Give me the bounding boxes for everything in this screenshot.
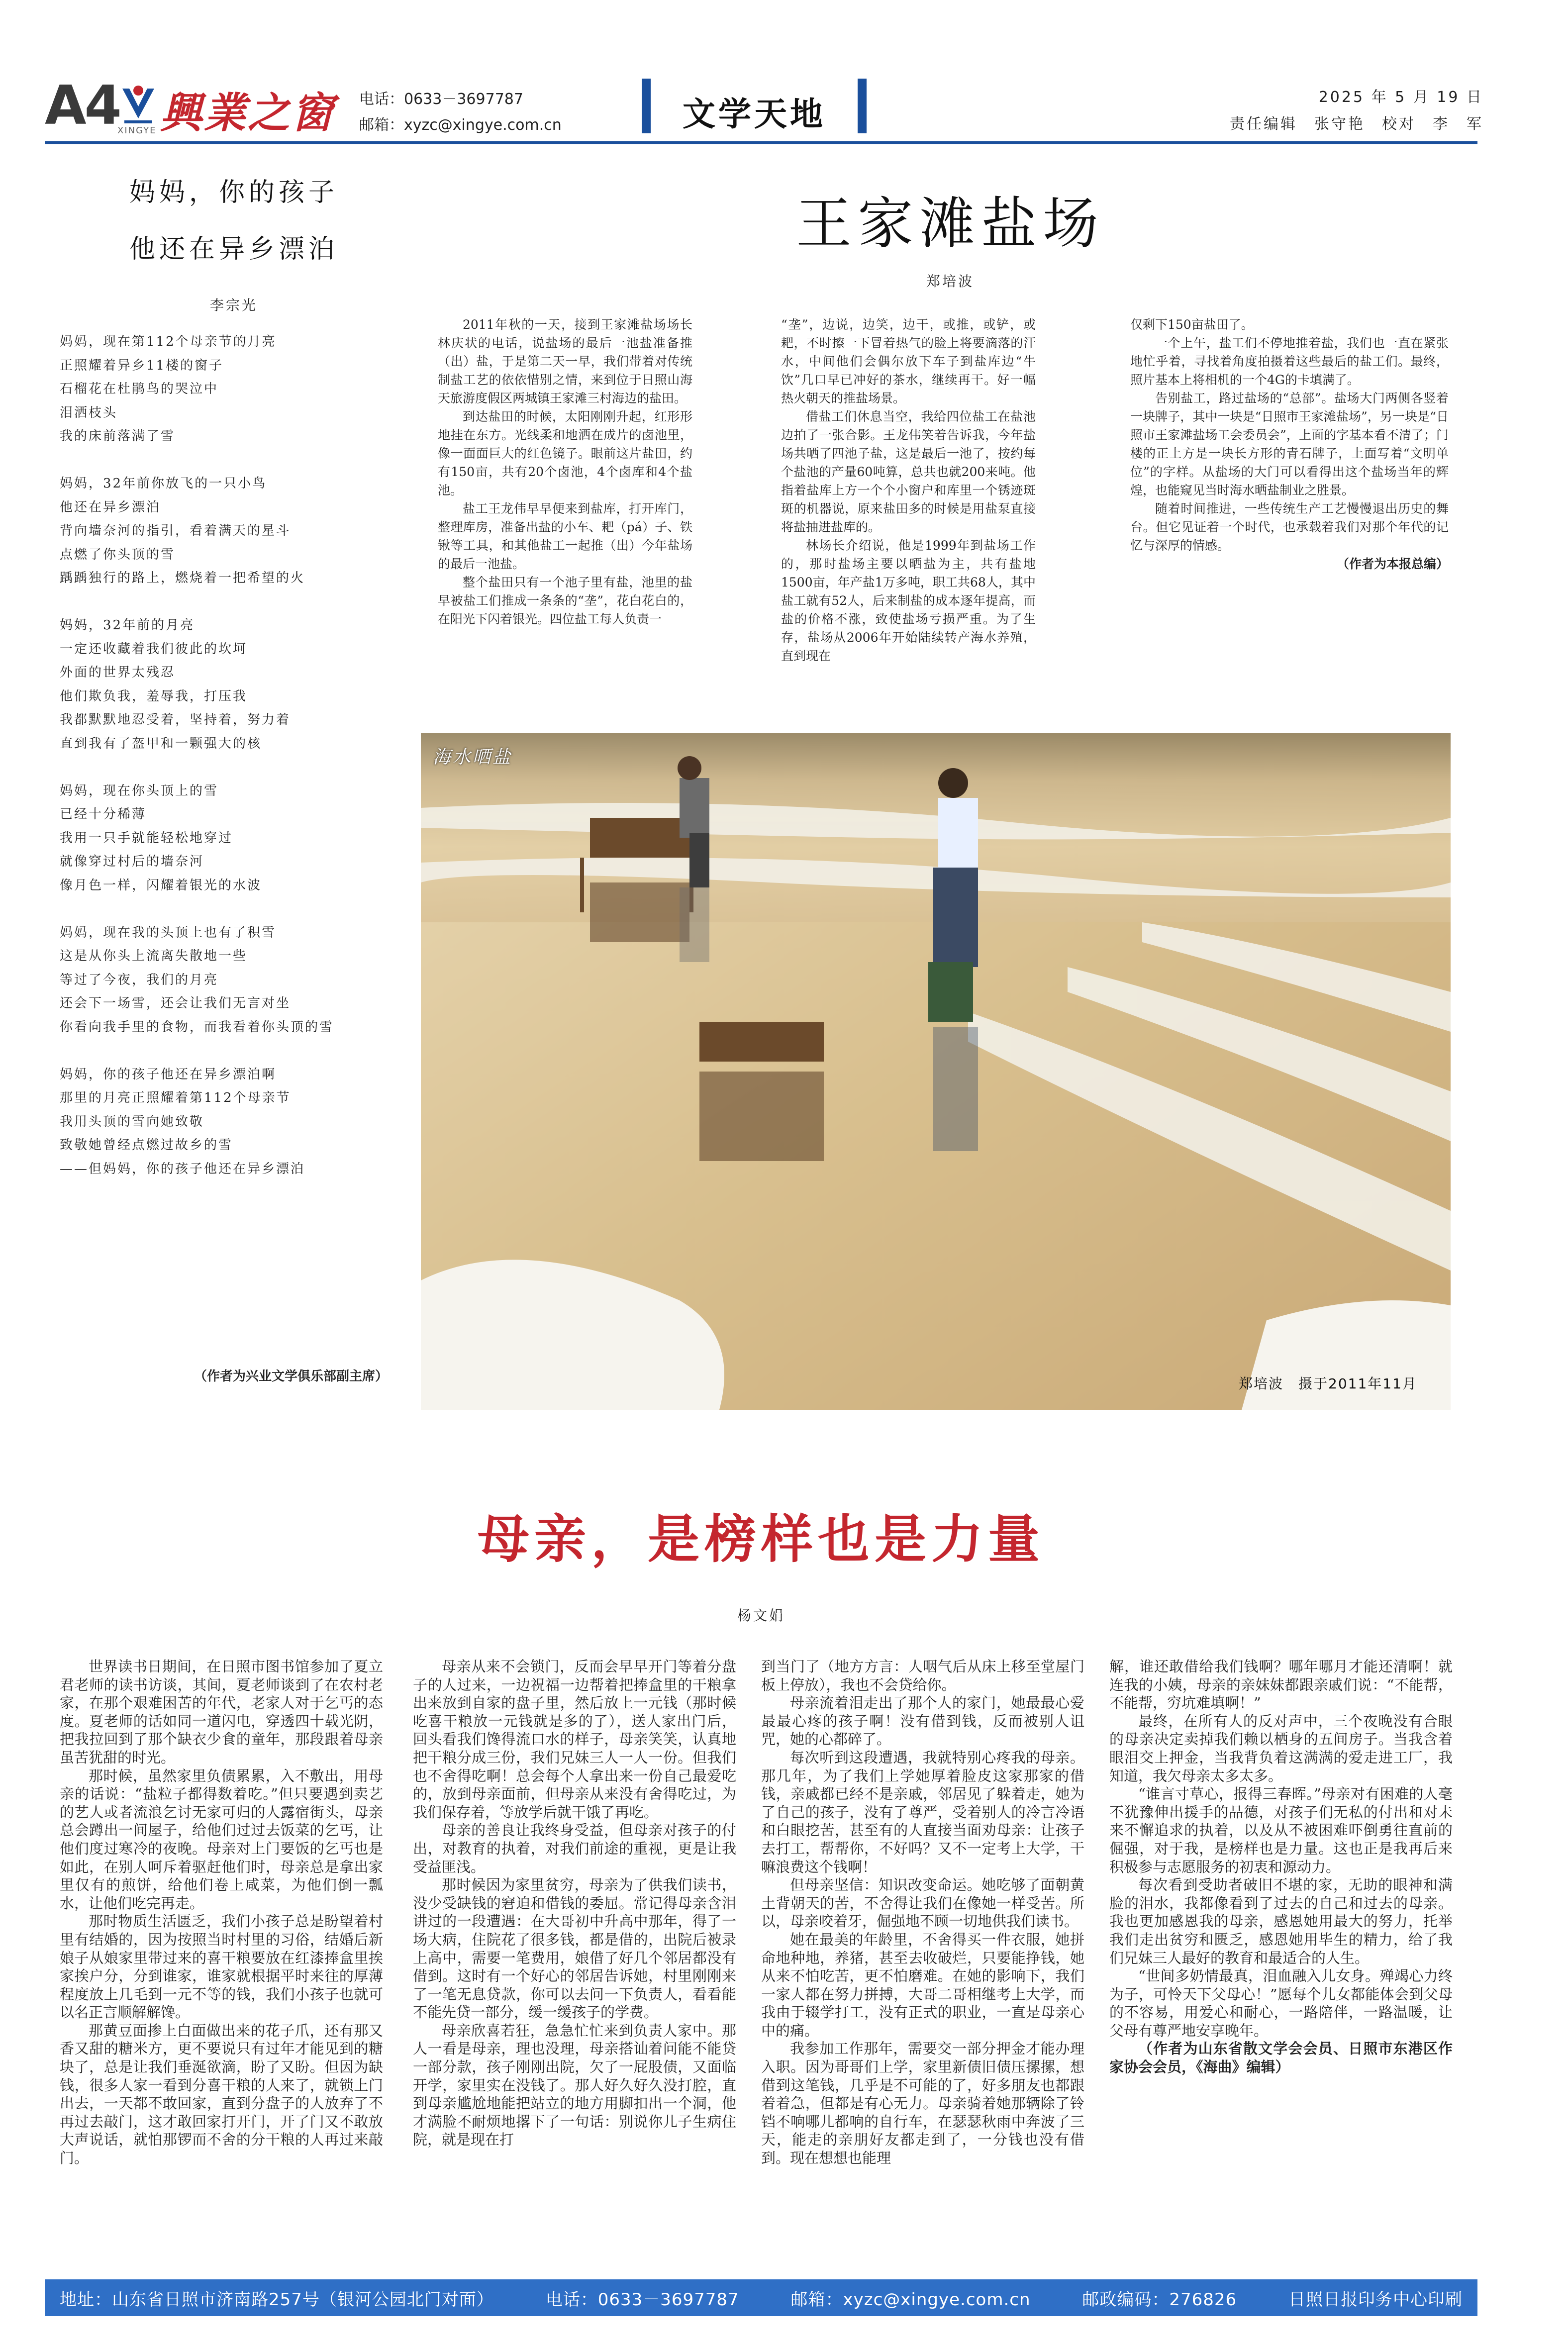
footer-tel: 电话：0633－3697787	[545, 2289, 739, 2310]
paragraph: 随着时间推进，一些传统生产工艺慢慢退出历史的舞台。但它见证着一个时代，也承载着我们对那个年代的记忆与深厚的情感。	[1130, 501, 1449, 553]
paragraph: 母亲流着泪走出了那个人的家门，她最最心爱最最心疼的孩子啊！没有借到钱，反而被别人诅咒，她的心都碎了。	[761, 1694, 1084, 1748]
paragraph: 世界读书日期间，在日照市图书馆参加了夏立君老师的读书访谈，其间，夏老师谈到了在农村老家，在那个艰难困苦的年代，老家人对于乞丐的态度。夏老师的话如同一道闪电，穿透四十载光阴，把我拉回到了那个缺衣少食的童年，那段跟着母亲虽苦犹甜的时光。	[60, 1658, 383, 1766]
salt-column-3	[1130, 315, 1449, 708]
paragraph: 每次看到受助者破旧不堪的家，无助的眼神和满脸的泪水，我都像看到了过去的自己和过去的母亲。我也更加感恩我的母亲，感恩她用最大的努力，托举我们走出贫穷和匮乏，感恩她用毕生的精力，给了我们兄妹三人最好的教育和最适合的人生。	[1109, 1876, 1453, 1966]
poem-line: 我的床前落满了雪	[60, 429, 176, 444]
salt-column-2	[781, 315, 1036, 708]
poem-line: 这是从你头上流离失散地一些	[60, 949, 248, 964]
salt-article-author: 郑培波	[926, 273, 974, 290]
paragraph: 整个盐田只有一个池子里有盐，池里的盐早被盐工们推成一条条的“垄”，花白花白的，在阳光下闪着银光。四位盐工每人负责一	[438, 575, 692, 626]
paragraph: “谁言寸草心，报得三春晖。”母亲对有困难的人毫不犹豫伸出援手的品德，对孩子们无私的付出和对未来不懈追求的执着，以及从不被困难吓倒勇往直前的倔强，对于我，是榜样也是力量。这也正是我再后来积极参与志愿服务的初衷和源动力。	[1109, 1785, 1453, 1875]
poem-line: 一定还收藏着我们彼此的坎坷	[60, 641, 248, 657]
salt-column-1	[438, 315, 692, 708]
mother-author-note: （作者为山东省散文学会会员、日照市东港区作家协会会员，《海曲》编辑）	[1109, 2040, 1453, 2076]
poem-line: 你看向我手里的食物，而我看着你头顶的雪	[60, 1019, 334, 1035]
stanza-gap	[60, 449, 388, 473]
paragraph: 到达盐田的时候，太阳刚刚升起，红形形地挂在东方。光线柔和地洒在成片的卤池里，像一面面巨大的红色镜子。眼前这片盐田，约有150亩，共有20个卤池，4个卤库和4个盐池。	[438, 409, 692, 497]
brand-name: 興業之窗	[160, 88, 336, 137]
poem-author: 李宗光	[209, 297, 258, 313]
logo-icon	[120, 84, 156, 126]
paragraph: 但母亲坚信：知识改变命运。她吃够了面朝黄土背朝天的苦，不舍得让我们在像她一样受苦。所以，母亲咬着牙，倔强地不顾一切地供我们读书。	[761, 1876, 1084, 1930]
paragraph: 母亲欣喜若狂，急急忙忙来到负责人家中。那人一看是母亲，理也没理，母亲搭讪着问能不能贷一部分款，孩子刚刚出院，欠了一屁股债，又面临开学，家里实在没钱了。那人好久好久没打腔，直到母亲尴尬地能把站立的地方用脚扣出一个洞，他才满脸不耐烦地撂下了一句话：别说你儿子生病住院，就是现在打	[413, 2022, 736, 2149]
poem-line: 就像穿过村后的墙奈河	[60, 854, 204, 869]
masthead-tel: 电话：0633－3697787	[359, 91, 523, 108]
masthead-mail: 邮箱：xyzc@xingye.com.cn	[359, 116, 562, 134]
poem-line: 妈妈，32年前你放飞的一只小鸟	[60, 476, 267, 491]
photo-credit: 郑培波 摄于2011年11月	[1239, 1375, 1417, 1392]
section-title: 文学天地	[683, 95, 826, 133]
footer-printer: 日照日报印务中心印刷	[1288, 2289, 1463, 2310]
paragraph: 最终，在所有人的反对声中，三个夜晚没有合眼的母亲决定卖掉我们赖以栖身的五间房子。当我含着眼泪交上押金，当我背负着这满满的爱走进工厂，我知道，我欠母亲太多太多。	[1109, 1712, 1453, 1784]
paragraph: 那时候因为家里贫穷，母亲为了供我们读书，没少受缺钱的窘迫和借钱的委屈。常记得母亲含泪讲过的一段遭遇：在大哥初中升高中那年，得了一场大病，住院花了很多钱，都是借的，出院后被录上高中，需要一笔费用，娘借了好几个邻居都没有借到。这时有一个好心的邻居告诉她，村里刚刚来了一笔无息贷款，你可以去问一下负责人，看看能不能先贷一部分，缓一缓孩子的学费。	[413, 1876, 736, 2021]
paragraph: 告别盐工，路过盐场的“总部”。盐场大门两侧各竖着一块牌子，其中一块是“日照市王家滩盐场”，另一块是“日照市王家滩盐场工会委员会”，上面的字基本看不清了；门楼的正上方是一块长方形的青石牌子，上面写着“文明单位”的字样。从盐场的大门可以看得出这个盐场当年的辉煌，也能窥见当时海水晒盐制业之胜景。	[1130, 391, 1449, 497]
paragraph: 那时物质生活匮乏，我们小孩子总是盼望着村里有结婚的，因为按照当时村里的习俗，结婚后新娘子从娘家里带过来的喜干粮要放在红漆捧盒里挨家挨户分，分到谁家，谁家就根据平时来往的厚薄程度放上几毛到一元不等的钱，我们小孩子也就可以名正言顺解解馋。	[60, 1913, 383, 2021]
poem-line: 他还在异乡漂泊	[60, 499, 161, 515]
poem-line: 直到我有了盔甲和一颗强大的核	[60, 736, 262, 751]
section-bar-left	[642, 79, 651, 133]
paragraph: “垄”，边说，边笑，边干，或推，或铲，或耙，不时擦一下冒着热气的脸上将要滴落的汗水，中间他们会偶尔放下车子到盐库边“牛饮”几口早已冲好的茶水，继续再干。好一幅热火朝天的推盐场景。	[781, 317, 1036, 405]
paragraph: 盐工王龙伟早早便来到盐库，打开库门，整理库房，准备出盐的小车、耙（pá）子、铁锹等工具，和其他盐工一起推（出）今年盐场的最后一池盐。	[438, 501, 692, 571]
poem-line: 致敬她曾经点燃过故乡的雪	[60, 1138, 233, 1153]
salt-article-title: 王家滩盐场	[796, 192, 1104, 256]
paragraph: 林场长介绍说，他是1999年到盐场工作的，那时盐场主要以晒盐为主，共有盐地1500亩，年产盐1万多吨，职工共68人，其中盐工就有52人，后来制盐的成本逐年提高，而盐的价格不涨，致使盐场亏损严重。为了生存，盐场从2006年开始陆续转产海水养殖，直到现在	[781, 538, 1036, 663]
salt-author-note: （作者为本报总编）	[1336, 557, 1449, 571]
brand-sub: XINGYE	[117, 125, 157, 136]
poem-line: 我都默默地忍受着，坚持着，努力着	[60, 712, 291, 727]
paragraph: 2011年秋的一天，接到王家滩盐场场长林庆状的电话，说盐场的最后一池盐准备推（出）盐，于是第二天一早，我们带着对传统制盐工艺的依依惜别之情，来到位于日照山海天旅游度假区两城镇王家滩三村海边的盐田。	[438, 317, 692, 405]
poem-line: 外面的世界太残忍	[60, 665, 176, 680]
photo-tag: 海水晒盐	[433, 747, 513, 768]
paragraph: 仅剩下150亩盐田了。	[1130, 317, 1254, 332]
stanza-gap	[60, 590, 388, 614]
poem-line: 妈妈，现在你头顶上的雪	[60, 783, 219, 798]
section-bar-right	[858, 79, 867, 133]
poem-line: 正照耀着异乡11楼的窗子	[60, 358, 224, 373]
poem-line: 等过了今夜，我们的月亮	[60, 972, 219, 987]
footer-mail: 邮箱：xyzc@xingye.com.cn	[790, 2289, 1031, 2310]
poem-line: 我用头顶的雪向她致敬	[60, 1114, 204, 1129]
issue-date: 2025 年 5 月 19 日	[1318, 89, 1483, 106]
poem-line: 泪洒枝头	[60, 405, 118, 420]
poem-line: 那里的月亮正照耀着第112个母亲节	[60, 1090, 291, 1105]
paragraph: “世间多奶情最真，泪血融入儿女身。殚竭心力终为子，可怜天下父母心！”愿每个儿女都能体会到父母的不容易，用爱心和耐心，一路陪伴，一路温暖，让父母有尊严地安享晚年。	[1109, 1967, 1453, 2039]
mother-article-title: 母亲，是榜样也是力量	[477, 1508, 1045, 1569]
poem-line: ——但妈妈，你的孩子他还在异乡漂泊	[60, 1161, 305, 1176]
mother-article-author: 杨文娟	[737, 1607, 785, 1624]
poem-line: 还会下一场雪，还会让我们无言对坐	[60, 996, 291, 1011]
footer-bar	[45, 2279, 1477, 2316]
poem-line: 他们欺负我，羞辱我，打压我	[60, 688, 248, 704]
paragraph: 我参加工作那年，需要交一部分押金才能办理入职。因为哥哥们上学，家里新债旧债压摞摞，想借到这笔钱，几乎是不可能的了，好多朋友也都跟着着急，但都是有心无力。母亲骑着她那辆除了铃铛不响哪儿都响的自行车，在瑟瑟秋雨中奔波了三天，能走的亲朋好友都走到了，一分钱也没有借到。现在想想也能理	[761, 2040, 1084, 2167]
poem-body	[60, 330, 388, 1181]
poem-line: 妈妈，你的孩子他还在异乡漂泊啊	[60, 1067, 277, 1082]
salt-field-photo	[421, 733, 1451, 1410]
poem-line: 踽踽独行的路上，燃烧着一把希望的火	[60, 571, 305, 586]
paragraph: 那黄豆面掺上白面做出来的花子爪，还有那又香又甜的糖米方，更不要说只有过年才能见到的糖块了，总是让我们垂涎欲滴，盼了又盼。但因为缺钱，很多人家一看到分喜干粮的人来了，就锁上门出去，一天都不敢回家，直到分盘子的人放弃了不再过去敲门，这才敢回家打开门，开了门又不敢放大声说话，就怕那锣而不舍的分干粮的人再过来敲门。	[60, 2022, 383, 2167]
footer-address: 地址：山东省日照市济南路257号（银河公园北门对面）	[60, 2289, 494, 2310]
mother-column-1	[60, 1658, 383, 2270]
paragraph: 解，谁还敢借给我们钱啊？哪年哪月才能还清啊！就连我的小姨，母亲的亲妹妹都跟亲戚们说：“不能帮，不能帮，穷坑难填啊！”	[1109, 1658, 1453, 1712]
poem-line: 背向墙奈河的指引，看着满天的星斗	[60, 523, 291, 538]
page-number: A4	[45, 75, 120, 137]
poem-title-line2: 他还在异乡漂泊	[129, 234, 338, 264]
stanza-gap	[60, 897, 388, 921]
paragraph: 每次听到这段遭遇，我就特别心疼我的母亲。那几年，为了我们上学她厚着脸皮这家那家的借钱，亲戚都已经不是亲戚，邻居见了躲着走，她为了自己的孩子，没有了尊严，受着别人的冷言冷语和白眼挖苦，甚至有的人直接当面劝母亲：让孩子去打工，帮帮你，不好吗？又不一定考上大学，干嘛浪费这个钱啊！	[761, 1749, 1084, 1875]
paragraph: 那时候，虽然家里负债累累，入不敷出，用母亲的话说：“盐粒子都得数着吃。”但只要遇到卖艺的艺人或者流浪乞讨无家可归的人露宿街头，母亲总会蹲出一间屋子，给他们过过去饭菜的乞丐，让他们度过寒冷的夜晚。母亲对上门要饭的乞丐也是如此，在别人呵斥着驱赶他们时，母亲总是拿出家里仅有的煎饼，给他们卷上咸菜，为他们倒一瓢水，让他们吃完再走。	[60, 1767, 383, 1912]
poem-line: 已经十分稀薄	[60, 807, 147, 822]
paragraph: 母亲的善良让我终身受益，但母亲对孩子的付出，对教育的执着，对我们前途的重视，更是让我受益匪浅。	[413, 1822, 736, 1875]
paragraph: 她在最美的年龄里，不舍得买一件衣服，她拼命地种地，养猪，甚至去收破烂，只要能挣钱，她从来不怕吃苦，更不怕磨难。在她的影响下，我们一家人都在努力拼搏，大哥二哥相继考上大学，而我由于辍学打工，没有正式的职业，一直是母亲心中的痛。	[761, 1931, 1084, 2039]
poem-line: 妈妈，32年前的月亮	[60, 618, 195, 633]
stanza-gap	[60, 1039, 388, 1063]
poem-title-line1: 妈妈，你的孩子	[129, 178, 338, 207]
paragraph: 一个上午，盐工们不停地推着盐，我们也一直在紧张地忙乎着，寻找着角度拍摄着这些最后的盐工们。最终，照片基本上将相机的一个4G的卡填满了。	[1130, 336, 1449, 387]
poem-line: 像月色一样，闪耀着银光的水波	[60, 878, 262, 893]
masthead-rule	[45, 141, 1477, 144]
editors-credit: 责任编辑 张守艳 校对 李 军	[1230, 115, 1483, 133]
poem-line: 石榴花在杜鹃鸟的哭泣中	[60, 382, 219, 396]
mother-column-4	[1109, 1658, 1453, 2270]
poem-line: 妈妈，现在我的头顶上也有了积雪	[60, 925, 277, 940]
poem-line: 我用一只手就能轻松地穿过	[60, 830, 233, 846]
stanza-gap	[60, 756, 388, 780]
poem-author-note: （作者为兴业文学俱乐部副主席）	[194, 1369, 388, 1384]
footer-postcode: 邮政编码：276826	[1082, 2289, 1237, 2310]
paragraph: 借盐工们休息当空，我给四位盐工在盐池边拍了一张合影。王龙伟笑着告诉我，今年盐场共晒了四池子盐，这是最后一池了，按约每个盐池的产量60吨算，总共也就200来吨。他指着盐库上方一个个小窗户和库里一个锈迹斑斑的机器说，原来盐田多的时候是用盐泵直接将盐抽进盐库的。	[781, 409, 1036, 534]
paragraph: 到当门了（地方方言：人咽气后从床上移至堂屋门板上停放），我也不会贷给你。	[761, 1658, 1084, 1693]
mother-column-2	[413, 1658, 736, 2270]
poem-line: 点燃了你头顶的雪	[60, 547, 176, 562]
poem-line: 妈妈，现在第112个母亲节的月亮	[60, 334, 277, 349]
paragraph: 母亲从来不会锁门，反而会早早开门等着分盘子的人过来，一边祝福一边帮着把捧盒里的干粮拿出来放到自家的盘子里，然后放上一元钱（那时候吃喜干粮放一元钱就是多的了），送人家出门后，回头看我们馋得流口水的样子，母亲笑笑，认真地把干粮分成三份，我们兄妹三人一人一份。但我们也不舍得吃啊！总会每个人拿出来一份自己最爱吃的，放到母亲面前，但母亲从来没有舍得吃过，为我们保存着，等放学后就干饿了再吃。	[413, 1658, 736, 1821]
mother-column-3	[761, 1658, 1084, 2270]
